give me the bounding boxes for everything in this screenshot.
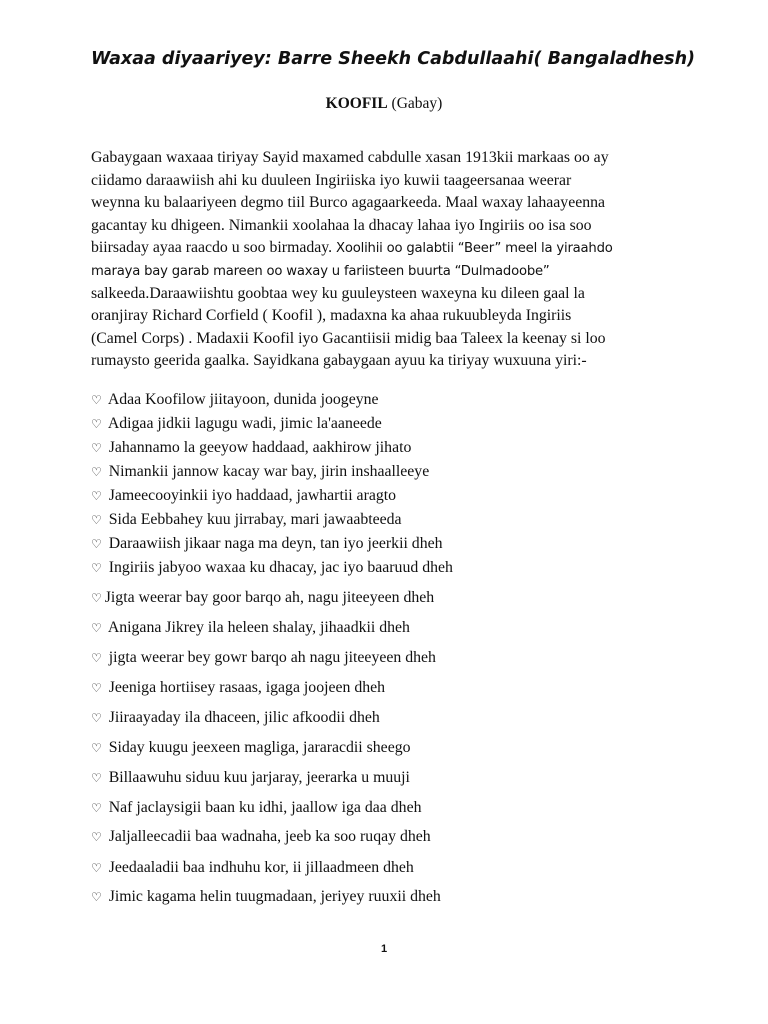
heart-outline-icon: ♡ [91,537,102,551]
intro-line-text: weynna ku balaariyeen degmo tiil Burco agagaarkeeda. Maal waxay lahaayeenna [91,194,606,212]
verse-line [91,460,429,484]
intro-line [91,305,691,328]
verse-line [91,412,382,436]
heart-outline-icon: ♡ [91,393,102,407]
verse-line [91,436,411,460]
intro-line [91,260,691,283]
heart-outline-icon: ♡ [91,465,102,479]
intro-line-text: biirsaday ayaa raacdo u soo birmaday. [91,239,337,257]
heart-outline-icon: ♡ [91,771,102,785]
page-number: 1 [380,943,388,955]
intro-line [91,350,691,373]
heart-outline-icon: ♡ [91,861,102,875]
intro-line-text: gacantay ku dhigeen. Nimankii xoolahaa la dhacay lahaa iyo Ingiriis oo isa soo [91,216,592,234]
heart-outline-icon: ♡ [91,417,102,431]
intro-line-text: Gabaygaan waxaaa tiriyay Sayid maxamed cabdulle xasan 1913kii markaas oo ay [91,149,609,166]
verse-line [91,556,453,580]
heart-outline-icon: ♡ [91,741,102,755]
verse-text: Jahannamo la geeyow haddaad, aakhirow jihato [104,439,412,456]
intro-line-alt-font-text: maraya bay garab mareen oo waxay u fariisteen buurta “Dulmadoobe” [91,263,550,279]
verse-text: Jiiraayaday ila dhaceen, jilic afkoodii dheh [104,709,380,726]
verse-text: Jeeniga hortiisey rasaas, igaga joojeen dheh [104,679,386,696]
intro-line [91,328,691,351]
verse-text: Jeedaaladii baa indhuhu kor, ii jillaadmeen dheh [104,859,414,876]
heart-outline-icon: ♡ [91,801,102,815]
heart-outline-icon: ♡ [91,513,102,527]
verse-text: Jaljalleecadii baa wadnaha, jeeb ka soo ruqay dheh [104,828,431,845]
poem-title-main: KOOFIL [325,95,388,112]
heart-outline-icon: ♡ [91,561,102,575]
verse-text: Adaa Koofilow jiitayoon, dunida joogeyne [104,391,379,408]
intro-line [91,192,691,215]
verse-text: Anigana Jikrey ila heleen shalay, jihaadkii dheh [104,619,410,636]
poem-subtitle-open: ( [387,95,397,112]
verse-line [91,616,410,640]
verse-line [91,736,411,760]
heart-outline-icon: ♡ [91,591,102,605]
verse-line [91,586,434,610]
verse-text: Jameecooyinkii iyo haddaad, jawhartii aragto [104,487,397,504]
verse-line [91,825,431,849]
intro-line-text: (Camel Corps) . Madaxii Koofil iyo Gacantiisii midig baa Taleex la keenay si loo [91,329,606,347]
intro-line-alt-font-text: Xoolihii oo galabtii “Beer” meel la yiraahdo [336,241,613,257]
heart-outline-icon: ♡ [91,830,102,844]
intro-line [91,170,691,193]
intro-line [91,237,691,260]
verse-text: Jimic kagama helin tuugmadaan, jeriyey ruuxii dheh [104,888,441,905]
verse-line [91,766,410,790]
verse-line [91,706,380,730]
verse-line [91,646,436,670]
verse-line [91,484,396,508]
intro-line-text: salkeeda.Daraawiishtu goobtaa wey ku guuleysteen waxeyna ku dileen gaal la [91,284,585,302]
verse-text: Nimankii jannow kacay war bay, jirin inshaalleeye [104,463,430,480]
intro-line-text: ciidamo daraawiish ahi ku duuleen Ingiriiska iyo kuwii taageersanaa weerar [91,171,572,189]
heart-outline-icon: ♡ [91,621,102,635]
verse-line [91,885,441,909]
verse-line [91,388,379,412]
verse-text: Adigaa jidkii lagugu wadi, jimic la'aaneede [104,415,382,432]
verse-text: Billaawuhu siduu kuu jarjaray, jeerarka u muuji [104,769,410,786]
heart-outline-icon: ♡ [91,711,102,725]
intro-line [91,283,691,306]
verse-line [91,796,421,820]
verse-line [91,532,443,556]
verse-text: Daraawiish jikaar naga ma deyn, tan iyo jeerkii dheh [104,535,443,552]
heart-outline-icon: ♡ [91,890,102,904]
intro-line [91,215,691,238]
heart-outline-icon: ♡ [91,441,102,455]
verse-line [91,508,402,532]
heart-outline-icon: ♡ [91,651,102,665]
verse-text: Jigta weerar bay goor barqo ah, nagu jiteeyeen dheh [104,589,435,606]
intro-line [91,147,691,170]
heart-outline-icon: ♡ [91,681,102,695]
verse-text: jigta weerar bey gowr barqo ah nagu jiteeyeen dheh [104,649,436,666]
verse-line [91,676,385,700]
verse-text: Sida Eebbahey kuu jirrabay, mari jawaabteeda [104,511,402,528]
header-title: Waxaa diyaariyey: Barre Sheekh Cabdullaahi( Bangaladhesh) [91,49,696,69]
intro-line-text: rumaysto geerida gaalka. Sayidkana gabaygaan ayuu ka tiriyay wuxuuna yiri:- [91,352,587,370]
verse-text: Naf jaclaysigii baan ku idhi, jaallow iga daa dheh [104,799,422,816]
intro-line-text: oranjiray Richard Corfield ( Koofil ), madaxna ka ahaa rukuubleyda Ingiriis [91,307,572,325]
poem-subtitle-close: ) [437,95,443,112]
intro-paragraph [91,147,691,373]
verse-text: Siday kuugu jeexeen magliga, jararacdii sheego [104,739,411,756]
heart-outline-icon: ♡ [91,489,102,503]
poem-title [0,94,768,114]
verse-text: Ingiriis jabyoo waxaa ku dhacay, jac iyo baaruud dheh [104,559,453,576]
poem-subtitle: Gabay [396,95,438,112]
verse-line [91,856,414,880]
